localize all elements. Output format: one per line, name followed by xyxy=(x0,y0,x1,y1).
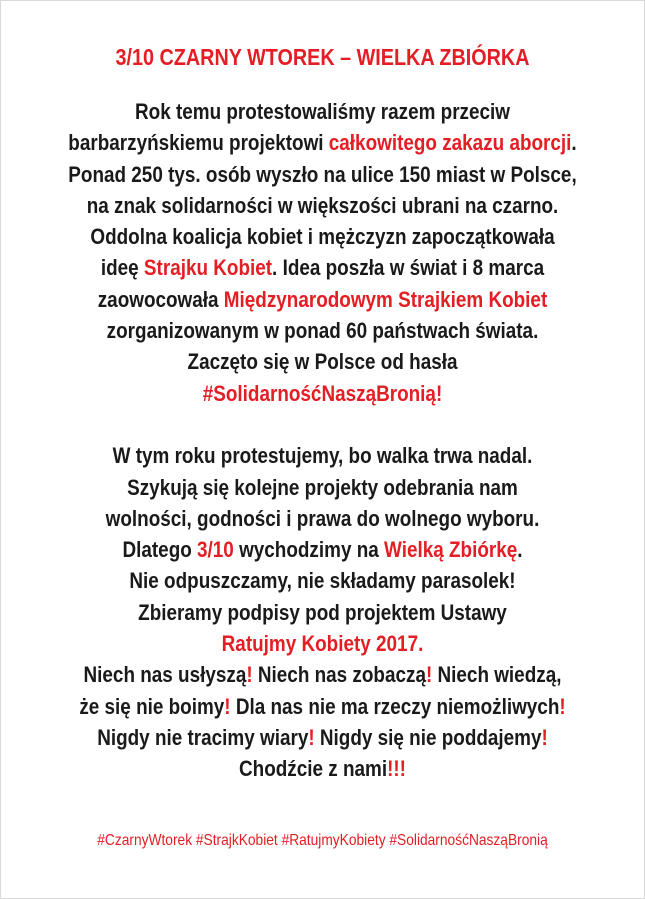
text-segment: ideę xyxy=(100,255,144,281)
text-line xyxy=(52,565,594,596)
highlight-text: Strajku Kobiet xyxy=(143,255,273,281)
highlight-text: ! xyxy=(541,724,548,750)
text-line xyxy=(52,659,594,690)
highlight-text: !!! xyxy=(387,756,406,782)
text-segment: wychodzimy na xyxy=(233,537,385,563)
highlight-text: Międzynarodowym Strajkiem Kobiet xyxy=(223,286,548,312)
text-segment: Niech wiedzą, xyxy=(432,662,562,688)
text-line xyxy=(52,221,594,252)
text-segment: . Idea poszła w świat i 8 marca xyxy=(272,255,545,281)
text-line xyxy=(52,378,594,409)
text-line xyxy=(52,503,594,534)
text-segment: Dlatego xyxy=(122,537,198,563)
text-segment: Szykują się kolejne projekty odebrania nam xyxy=(127,474,518,500)
text-line xyxy=(52,315,594,346)
text-segment: zorganizowanym w ponad 60 państwach świata. xyxy=(106,318,539,344)
text-line xyxy=(52,159,594,190)
text-segment: na znak solidarności w większości ubrani na czarno. xyxy=(86,192,559,218)
text-segment: barbarzyńskiemu projektowi xyxy=(68,130,329,156)
text-segment: wolności, godności i prawa do wolnego wyboru. xyxy=(105,505,540,531)
text-segment: Rok temu protestowaliśmy razem przeciw xyxy=(135,99,510,124)
text-segment: . xyxy=(571,130,577,156)
text-line xyxy=(52,440,594,471)
paragraph-first xyxy=(0,96,645,409)
highlight-text: ! xyxy=(246,662,253,688)
text-segment: Oddolna koalicja kobiet i mężczyzn zapoczątkowała xyxy=(90,224,555,250)
highlight-text: ! xyxy=(308,724,315,750)
highlight-text: ! xyxy=(224,693,231,719)
text-line xyxy=(52,691,594,722)
text-line xyxy=(52,96,594,127)
text-segment: Nigdy się nie poddajemy xyxy=(314,724,542,750)
text-line xyxy=(52,472,594,503)
paragraph-second xyxy=(0,440,645,784)
text-line xyxy=(52,753,594,784)
text-segment: W tym roku protestujemy, bo walka trwa nadal. xyxy=(112,443,533,469)
highlight-text: całkowitego zakazu aborcji xyxy=(328,130,572,156)
text-line xyxy=(52,597,594,628)
highlight-text: 3/10 xyxy=(197,537,234,563)
text-segment: Zbieramy podpisy pod projektem Ustawy xyxy=(138,599,507,625)
highlight-text: Ratujmy Kobiety 2017. xyxy=(221,631,424,657)
highlight-text: ! xyxy=(425,662,433,688)
text-segment: Nigdy nie tracimy wiary xyxy=(97,724,309,750)
text-segment: . xyxy=(517,537,523,563)
highlight-text: ! xyxy=(559,693,566,719)
text-line xyxy=(52,722,594,753)
text-segment: Niech nas usłyszą xyxy=(83,662,247,688)
text-segment: Nie odpuszczamy, nie składamy parasolek! xyxy=(129,568,516,594)
text-line xyxy=(52,127,594,158)
page-title: 3/10 CZARNY WTOREK – WIELKA ZBIÓRKA xyxy=(115,44,530,70)
highlight-text: #SolidarnośćNasząBronią! xyxy=(202,380,443,406)
text-segment: Dla nas nie ma rzeczy niemożliwych xyxy=(230,693,560,719)
flyer-body xyxy=(0,96,645,785)
text-segment: że się nie boimy xyxy=(79,693,225,719)
text-segment: zaowocowała xyxy=(97,286,224,312)
text-segment: Chodźcie z nami xyxy=(239,756,388,782)
highlight-text: Wielką Zbiórkę xyxy=(384,537,518,563)
hashtag-footer: #CzarnyWtorek #StrajkKobiet #RatujmyKobiety #SolidarnośćNasząBronią xyxy=(97,832,548,849)
paragraph-gap xyxy=(0,409,645,440)
text-line xyxy=(52,284,594,315)
text-segment: Ponad 250 tys. osób wyszło na ulice 150 miast w Polsce, xyxy=(68,161,577,187)
text-segment: Zaczęto się w Polsce od hasła xyxy=(187,349,458,375)
text-line xyxy=(52,252,594,283)
text-line xyxy=(52,628,594,659)
text-line xyxy=(52,534,594,565)
text-line xyxy=(52,190,594,221)
text-line xyxy=(52,346,594,377)
text-segment: Niech nas zobaczą xyxy=(252,662,426,688)
